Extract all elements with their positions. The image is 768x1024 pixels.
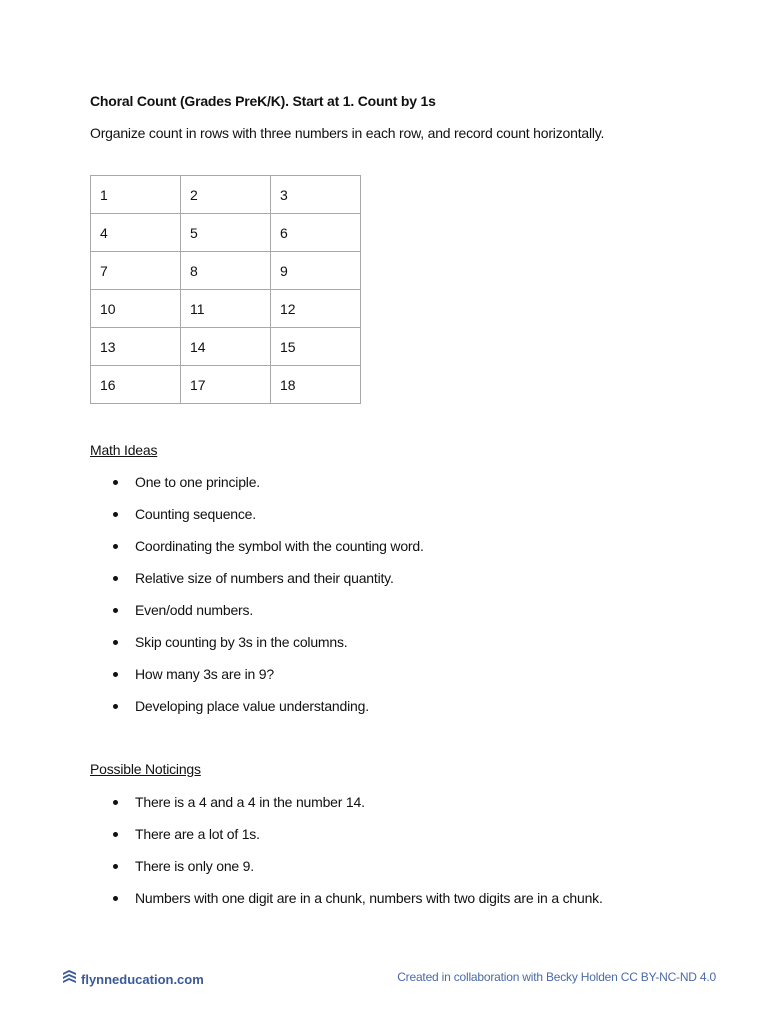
- list-item-text: One to one principle.: [135, 474, 260, 490]
- list-item: [90, 472, 424, 504]
- list-item: [90, 792, 603, 824]
- list-item: [90, 824, 603, 856]
- table-cell: 15: [271, 328, 361, 366]
- list-item: [90, 696, 424, 728]
- table-cell: 11: [181, 290, 271, 328]
- table-cell: 12: [271, 290, 361, 328]
- count-table: [90, 175, 361, 404]
- bullet-icon: [113, 544, 118, 549]
- list-item: [90, 536, 424, 568]
- footer-logo-text: flynneducation.com: [81, 971, 204, 987]
- list-item: [90, 856, 603, 888]
- list-item-text: Skip counting by 3s in the columns.: [135, 634, 348, 650]
- list-item-text: There are a lot of 1s.: [135, 826, 260, 842]
- list-item: [90, 632, 424, 664]
- table-cell: 2: [181, 176, 271, 214]
- bullet-icon: [113, 832, 118, 837]
- page-subtitle: Organize count in rows with three numbers in each row, and record count horizontally.: [90, 125, 605, 141]
- table-cell: 6: [271, 214, 361, 252]
- flynn-logo-icon: [62, 969, 77, 989]
- table-row: [91, 176, 361, 214]
- list-item-text: Developing place value understanding.: [135, 698, 369, 714]
- table-cell: 1: [91, 176, 181, 214]
- list-item-text: There is only one 9.: [135, 858, 254, 874]
- math-ideas-heading: Math Ideas: [90, 442, 158, 458]
- list-item-text: There is a 4 and a 4 in the number 14.: [135, 794, 365, 810]
- table-cell: 5: [181, 214, 271, 252]
- bullet-icon: [113, 640, 118, 645]
- bullet-icon: [113, 576, 118, 581]
- list-item-text: Numbers with one digit are in a chunk, numbers with two digits are in a chunk.: [135, 890, 603, 906]
- table-cell: 16: [91, 366, 181, 404]
- table-row: [91, 366, 361, 404]
- table-cell: 3: [271, 176, 361, 214]
- math-ideas-list: [90, 472, 424, 728]
- list-item-text: Coordinating the symbol with the counting word.: [135, 538, 424, 554]
- list-item-text: How many 3s are in 9?: [135, 666, 274, 682]
- table-row: [91, 290, 361, 328]
- bullet-icon: [113, 672, 118, 677]
- table-cell: 10: [91, 290, 181, 328]
- noticings-list: [90, 792, 603, 920]
- list-item: [90, 888, 603, 920]
- page-title: Choral Count (Grades PreK/K). Start at 1. Count by 1s: [90, 93, 436, 109]
- table-cell: 7: [91, 252, 181, 290]
- list-item-text: Even/odd numbers.: [135, 602, 254, 618]
- bullet-icon: [113, 896, 118, 901]
- bullet-icon: [113, 608, 118, 613]
- table-row: [91, 328, 361, 366]
- table-row: [91, 214, 361, 252]
- bullet-icon: [113, 480, 118, 485]
- list-item: [90, 504, 424, 536]
- table-cell: 18: [271, 366, 361, 404]
- list-item-text: Relative size of numbers and their quantity.: [135, 570, 394, 586]
- table-cell: 14: [181, 328, 271, 366]
- noticings-heading: Possible Noticings: [90, 761, 201, 777]
- table-cell: 4: [91, 214, 181, 252]
- bullet-icon: [113, 704, 118, 709]
- footer-logo[interactable]: [62, 969, 204, 989]
- footer-credit: Created in collaboration with Becky Holden CC BY-NC-ND 4.0: [397, 970, 716, 984]
- bullet-icon: [113, 512, 118, 517]
- bullet-icon: [113, 800, 118, 805]
- list-item: [90, 568, 424, 600]
- table-row: [91, 252, 361, 290]
- table-cell: 9: [271, 252, 361, 290]
- bullet-icon: [113, 864, 118, 869]
- list-item: [90, 600, 424, 632]
- list-item: [90, 664, 424, 696]
- table-cell: 8: [181, 252, 271, 290]
- table-cell: 13: [91, 328, 181, 366]
- list-item-text: Counting sequence.: [135, 506, 256, 522]
- table-cell: 17: [181, 366, 271, 404]
